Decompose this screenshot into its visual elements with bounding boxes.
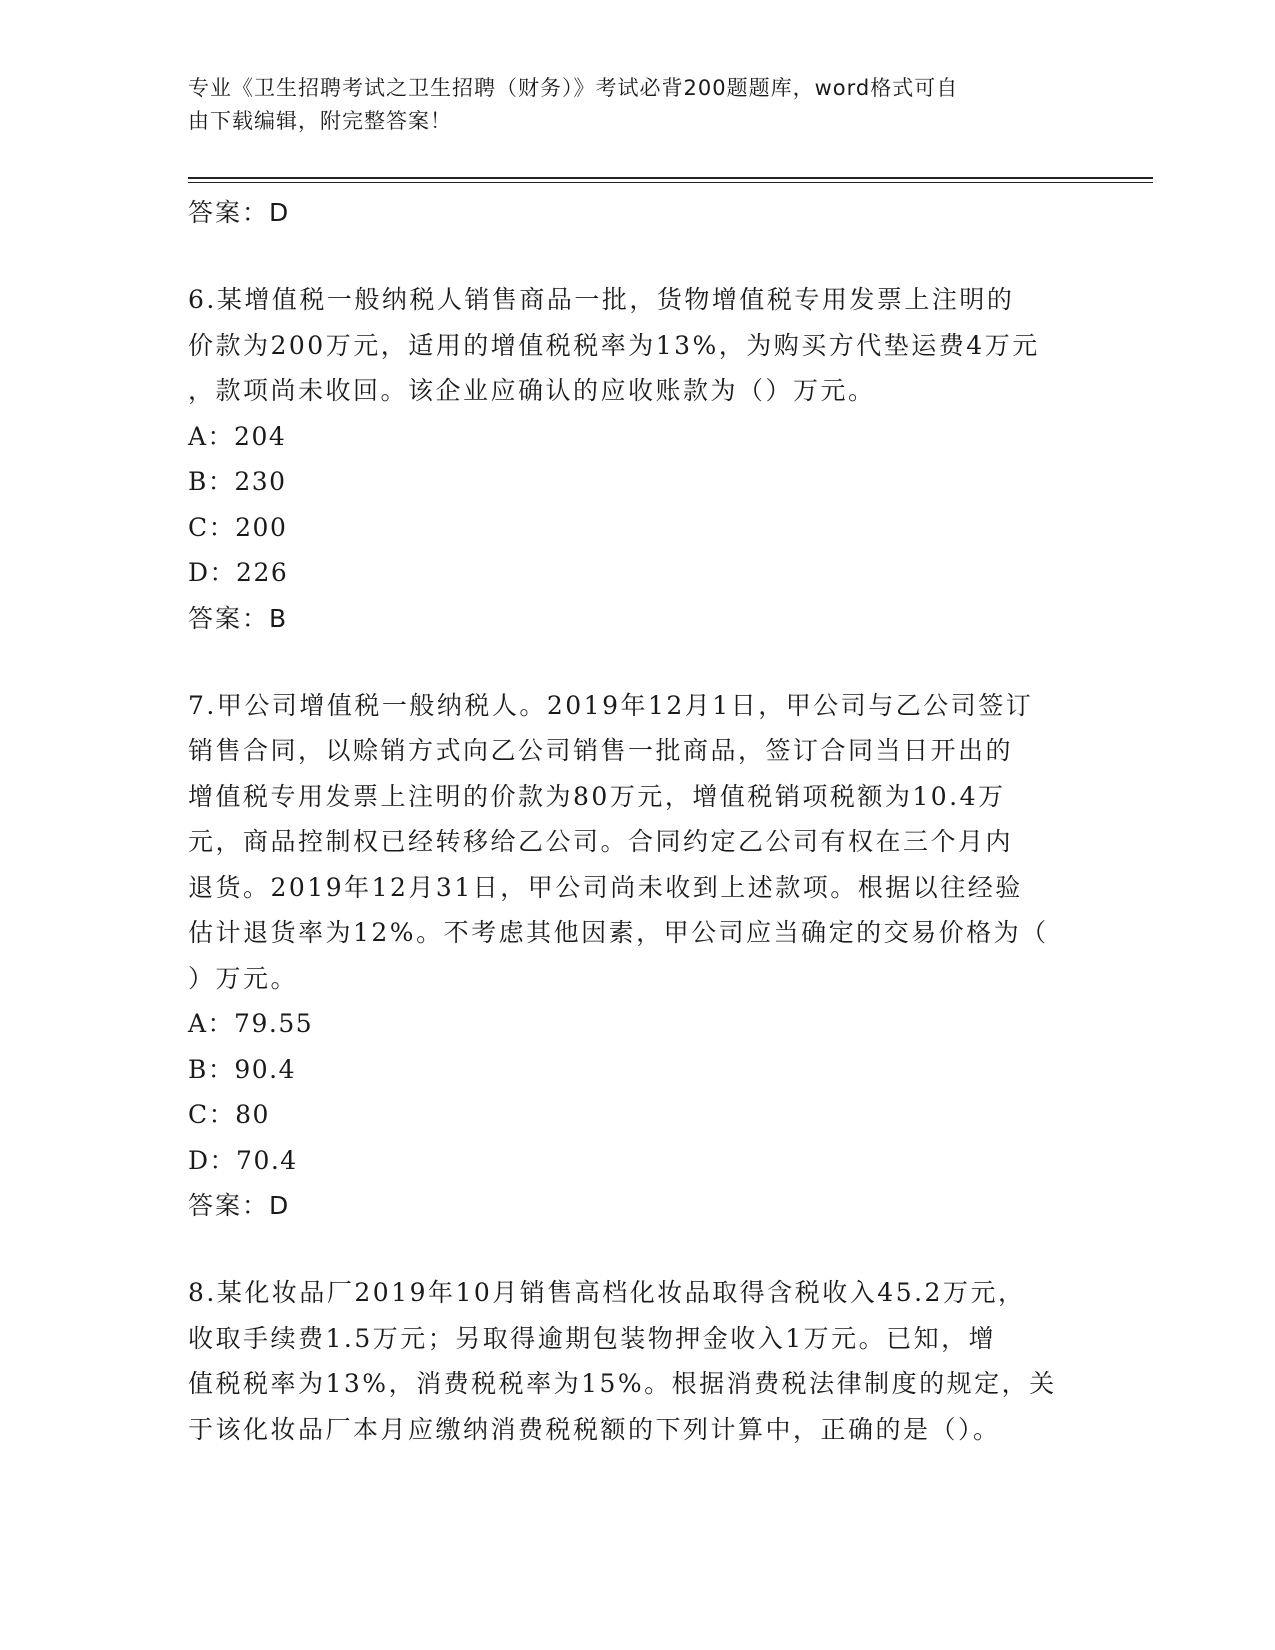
question-line: ，款项尚未收回。该企业应确认的应收账款为（）万元。 xyxy=(188,376,876,405)
question-line: 估计退货率为12%。不考虑其他因素，甲公司应当确定的交易价格为（ xyxy=(188,918,1049,947)
question-line: 值税税率为13%，消费税税率为15%。根据消费税法律制度的规定，关 xyxy=(188,1369,1057,1398)
spacer xyxy=(188,1228,1088,1270)
question-line: 销售合同，以赊销方式向乙公司销售一批商品，签订合同当日开出的 xyxy=(188,736,1014,765)
header-divider-thin xyxy=(188,182,1153,183)
option-d: D：70.4 xyxy=(188,1145,298,1175)
header-divider-thick xyxy=(188,177,1153,179)
document-header xyxy=(188,72,1088,138)
option-a: A：204 xyxy=(188,421,287,451)
question-line: 于该化妆品厂本月应缴纳消费税税额的下列计算中，正确的是（）。 xyxy=(188,1414,1001,1444)
option-a: A：79.55 xyxy=(188,1009,314,1038)
question-line: ）万元。 xyxy=(188,963,299,993)
question-line: 元，商品控制权已经转移给乙公司。合同约定乙公司有权在三个月内 xyxy=(188,827,1014,856)
answer: 答案：D xyxy=(188,1191,291,1220)
spacer xyxy=(188,235,1088,277)
question-line: 7.甲公司增值税一般纳税人。2019年12月1日，甲公司与乙公司签订 xyxy=(188,690,1034,720)
option-b: B：90.4 xyxy=(188,1054,297,1084)
question-line: 增值税专用发票上注明的价款为80万元，增值税销项税额为10.4万 xyxy=(188,781,1006,811)
question-line: 退货。2019年12月31日，甲公司尚未收到上述款项。根据以往经验 xyxy=(188,872,1023,902)
option-c: C：80 xyxy=(188,1100,270,1129)
option-b: B：230 xyxy=(188,467,287,496)
question-line: 8.某化妆品厂2019年10月销售高档化妆品取得含税收入45.2万元， xyxy=(188,1278,1026,1307)
question-line: 价款为200万元，适用的增值税税率为13%，为购买方代垫运费4万元 xyxy=(188,330,1040,360)
header-line-2: 由下载编辑，附完整答案！ xyxy=(188,109,452,133)
question-line: 6.某增值税一般纳税人销售商品一批，货物增值税专用发票上注明的 xyxy=(188,285,1015,314)
option-c: C：200 xyxy=(188,512,288,542)
header-line-1: 专业《卫生招聘考试之卫生招聘（财务）》考试必背200题题库，word格式可自 xyxy=(188,76,959,100)
question-8 xyxy=(188,1270,1088,1452)
spacer xyxy=(188,641,1088,683)
answer: 答案：B xyxy=(188,603,289,633)
question-6 xyxy=(188,277,1088,641)
answer-prev: 答案：D xyxy=(188,198,291,227)
option-d: D：226 xyxy=(188,558,289,587)
question-line: 收取手续费1.5万元；另取得逾期包装物押金收入1万元。已知，增 xyxy=(188,1323,997,1353)
question-7 xyxy=(188,683,1088,1229)
document-body xyxy=(188,190,1088,1452)
